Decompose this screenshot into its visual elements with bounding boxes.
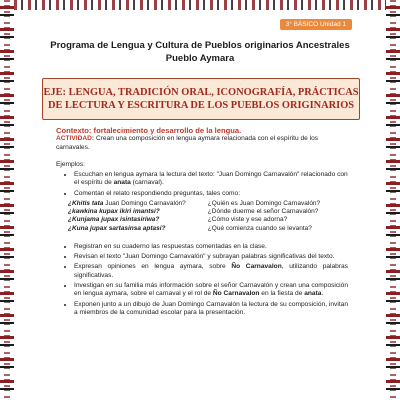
question-aymara: ¿Kuna jupax sartasinsa aptasi? xyxy=(68,224,166,232)
table-row xyxy=(68,225,324,233)
list-item xyxy=(74,301,348,318)
question-spanish: ¿Qué comienza cuando se levanta? xyxy=(207,224,312,232)
actividad-text: Crean una composición en lengua aymara relacionada con el espíritu de los carnavales. xyxy=(56,135,319,151)
item-text: Exponen junto a un dibujo de Juan Domingo Carnavalón la lectura de su composición, invitan a miembros de la comunidad escolar para la presentación. xyxy=(74,300,348,316)
examples-list xyxy=(56,171,348,198)
eje-line-2: DE LECTURA Y ESCRITURA DE LOS PUEBLOS ORIGINARIOS xyxy=(47,100,355,111)
table-row xyxy=(68,208,324,216)
content-body xyxy=(56,127,348,319)
list-item xyxy=(74,282,348,299)
contexto-heading: Contexto: fortalecimiento y desarrollo de la lengua. xyxy=(56,126,242,135)
item-text: Comentan el relato respondiendo preguntas, tales como: xyxy=(74,189,241,197)
table-row xyxy=(68,216,324,224)
activities-list xyxy=(56,243,348,317)
question-aymara xyxy=(68,200,190,208)
list-item xyxy=(74,263,348,280)
item-text: Revisan el texto "Juan Domingo Carnavalón" y subrayan palabras significativas del texto. xyxy=(74,253,335,261)
item-bold: anata xyxy=(304,290,322,298)
item-bold: Ño Carnavalon xyxy=(231,263,282,271)
questions-table xyxy=(68,200,324,233)
list-item xyxy=(74,253,348,261)
grade-unit-badge: 3° BÁSICO Unidad 1 xyxy=(280,19,352,30)
program-header xyxy=(0,40,400,64)
actividad-paragraph xyxy=(56,135,348,152)
question-aymara: ¿kawkina kupax ikiri imantsi? xyxy=(68,208,160,216)
list-item xyxy=(74,243,348,251)
people-title: Pueblo Aymara xyxy=(165,53,235,64)
decorative-border-top xyxy=(14,0,386,10)
item-text: en la fiesta de xyxy=(259,290,305,298)
item-text: Registran en su cuaderno las respuestas comentadas en la clase. xyxy=(74,242,267,250)
item-text: Expresan opiniones en lengua aymara, sobre xyxy=(74,263,232,271)
list-item xyxy=(74,190,348,198)
actividad-label: ACTIVIDAD: xyxy=(56,135,95,143)
item-bold: Ño Carnavalon xyxy=(212,290,260,298)
aymara-text: ¿Khitis tata xyxy=(68,200,104,208)
table-row xyxy=(68,200,324,208)
item-text: Escuchan en lengua aymara la lectura del texto: "Juan Domingo Carnavalón" relacionado con el espíritu de xyxy=(74,171,348,187)
ejemplos-label: Ejemplos: xyxy=(56,160,85,168)
item-text: Investigan en su familia más información sobre el señor Carnavalón y crean una composición en lengua aymara, sobre el carnaval y el rol de xyxy=(74,282,348,298)
list-item xyxy=(74,171,348,188)
item-text: (carnaval). xyxy=(130,179,164,187)
program-title: Programa de Lengua y Cultura de Pueblos originarios Ancestrales xyxy=(50,40,350,51)
aymara-rest: Juan Domingo Carnavalón? xyxy=(103,200,186,208)
question-spanish: ¿Quién es Juan Domingo Carnavalón? xyxy=(207,200,321,208)
eje-line-1: EJE: LENGUA, TRADICIÓN ORAL, ICONOGRAFÍA, PRÁCTICAS xyxy=(43,87,359,98)
eje-box xyxy=(42,78,360,120)
item-bold: anata xyxy=(113,179,131,187)
item-text: , utilizando palabras significativas. xyxy=(74,263,348,279)
question-aymara: ¿Kunjama jupax isintasiriwa? xyxy=(68,216,160,224)
question-spanish: ¿Dónde duerme el señor Carnavalón? xyxy=(207,208,319,216)
question-spanish: ¿Cómo viste y ese adorna? xyxy=(207,216,288,224)
item-text: . xyxy=(321,290,324,298)
